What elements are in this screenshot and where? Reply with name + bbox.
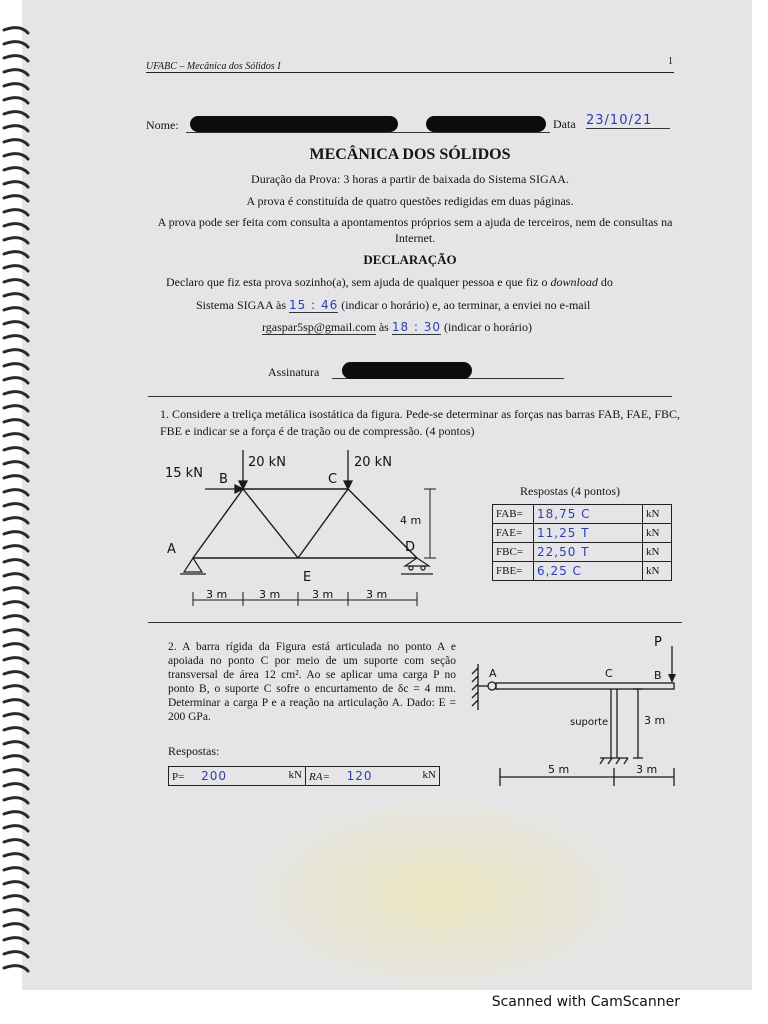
label-load-15kn: 15 kN bbox=[165, 466, 203, 481]
label-support: suporte bbox=[570, 717, 609, 728]
question-2-text: 2. A barra rígida da Figura está articulada no ponto A e apoiada no ponto C por meio de um suporte com seção transversal de área 12 cm². Ao se aplicar uma carga P no ponto B, o suporte C sofre o encurtamento de δc = 4 mm. Determinar a carga P e a reação na articulação A. Dado: E = 200 GPa. bbox=[168, 641, 456, 723]
q1-answer-row bbox=[493, 562, 672, 581]
support-hatch-1 bbox=[600, 758, 604, 764]
signature-label: Assinatura bbox=[268, 365, 320, 379]
q1-answer-table bbox=[492, 504, 672, 581]
q1-answer-label: FBC= bbox=[493, 543, 534, 562]
q1-answer-value: 22,50 T bbox=[534, 543, 643, 562]
label-span-1: 3 m bbox=[206, 588, 228, 601]
exam-title: MECÂNICA DOS SÓLIDOS bbox=[309, 146, 511, 163]
q1-answer-unit: kN bbox=[643, 543, 672, 562]
label-node-d: D bbox=[405, 540, 416, 555]
label-load-c: 20 kN bbox=[354, 455, 392, 470]
support-hatch-2 bbox=[608, 758, 612, 764]
pin-a bbox=[488, 682, 496, 690]
declaration-text-em: download bbox=[550, 275, 598, 289]
wall-hatch-4 bbox=[472, 692, 478, 698]
label-node-e: E bbox=[303, 570, 312, 585]
q1-answer-row bbox=[493, 524, 672, 543]
exam-consult: A prova pode ser feita com consulta a apontamentos próprios sem a ajuda de terceiros, nem de consultas na Internet. bbox=[157, 215, 673, 245]
q1-answer-value: 6,25 C bbox=[534, 562, 643, 581]
support-hatch-3 bbox=[616, 758, 620, 764]
truss-labels bbox=[165, 455, 421, 601]
wall-hatch-5 bbox=[472, 700, 478, 706]
scanner-watermark: Scanned with CamScanner bbox=[491, 994, 680, 1010]
q2-ra-cell bbox=[306, 767, 440, 786]
label-dist-ac: 5 m bbox=[548, 763, 570, 776]
truss-member-ab bbox=[193, 489, 243, 558]
q2-answers-label: Respostas: bbox=[168, 744, 220, 758]
q1-answer-label: FAE= bbox=[493, 524, 534, 543]
declaration-time-hint: (indicar o horário) bbox=[444, 320, 532, 334]
page-number: 1 bbox=[668, 56, 673, 67]
roller-support-d bbox=[405, 558, 429, 566]
label-beam-b: B bbox=[654, 669, 662, 682]
section-rule-2 bbox=[148, 622, 682, 623]
send-time: 18 : 30 bbox=[391, 320, 442, 334]
label-span-4: 3 m bbox=[366, 588, 388, 601]
q1-answer-unit: kN bbox=[643, 505, 672, 524]
declaration-email: rgaspar5sp@gmail.com bbox=[262, 320, 376, 334]
q1-answer-value: 11,25 T bbox=[534, 524, 643, 543]
declaration-sigaa-suffix: (indicar o horário) e, ao terminar, a enviei no e-mail bbox=[341, 298, 591, 312]
download-time: 15 : 46 bbox=[289, 298, 339, 312]
q2-ra-value: 120 bbox=[346, 769, 373, 783]
q1-answer-label: FBE= bbox=[493, 562, 534, 581]
label-node-a: A bbox=[167, 542, 176, 557]
q1-answer-row bbox=[493, 505, 672, 524]
wall-hatch-3 bbox=[472, 684, 478, 690]
q1-answer-unit: kN bbox=[643, 562, 672, 581]
label-span-3: 3 m bbox=[312, 588, 334, 601]
q2-p-unit: kN bbox=[288, 769, 302, 781]
load-arrowhead-c bbox=[344, 481, 352, 489]
date-label: Data bbox=[553, 117, 576, 131]
exam-duration: Duração da Prova: 3 horas a partir de baixada do Sistema SIGAA. bbox=[251, 172, 569, 186]
q2-p-value: 200 bbox=[201, 769, 227, 783]
wall-hatch-1 bbox=[472, 668, 478, 674]
declaration-at: às bbox=[378, 320, 389, 334]
declaration-sigaa-label: Sistema SIGAA às bbox=[196, 298, 286, 312]
declaration-text-b: do bbox=[597, 275, 613, 289]
q2-ra-label: RA= bbox=[309, 771, 330, 783]
q2-ra-unit: kN bbox=[422, 769, 436, 781]
date-value: 23/10/21 bbox=[586, 113, 670, 129]
rigid-bar bbox=[496, 683, 674, 689]
label-height: 4 m bbox=[400, 514, 422, 527]
load-arrowhead-p bbox=[668, 674, 676, 683]
truss-member-ce bbox=[298, 489, 348, 558]
q1-answer-label: FAB= bbox=[493, 505, 534, 524]
label-beam-a: A bbox=[489, 667, 497, 680]
support-hatch-4 bbox=[624, 758, 628, 764]
label-dist-cb: 3 m bbox=[636, 763, 658, 776]
label-load-b: 20 kN bbox=[248, 455, 286, 470]
declaration-heading: DECLARAÇÃO bbox=[363, 252, 457, 267]
beam-labels bbox=[489, 635, 665, 776]
truss-members bbox=[193, 489, 417, 558]
q2-answer-table bbox=[168, 766, 440, 786]
pin-support-a bbox=[184, 558, 202, 572]
label-beam-c: C bbox=[605, 667, 613, 680]
q1-answer-unit: kN bbox=[643, 524, 672, 543]
label-span-2: 3 m bbox=[259, 588, 281, 601]
name-label: Nome: bbox=[146, 118, 179, 132]
wall-hatch-2 bbox=[472, 676, 478, 682]
course-header: UFABC – Mecânica dos Sólidos I bbox=[146, 61, 281, 72]
q1-answer-value: 18,75 C bbox=[534, 505, 643, 524]
label-node-b: B bbox=[219, 472, 228, 487]
q2-p-label: P= bbox=[172, 771, 185, 783]
label-support-height: 3 m bbox=[644, 714, 666, 727]
declaration-text-a: Declaro que fiz esta prova sozinho(a), sem ajuda de qualquer pessoa e que fiz o bbox=[166, 275, 551, 289]
question-1-text: 1. Considere a treliça metálica isostática da figura. Pede-se determinar as forças nas barras FAB, FAE, FBC, FBE e indicar se a força é de tração ou de compressão. (4 pontos) bbox=[160, 407, 680, 438]
q1-answers-title: Respostas (4 pontos) bbox=[520, 484, 620, 498]
label-node-c: C bbox=[328, 472, 338, 487]
truss-member-be bbox=[243, 489, 298, 558]
label-load-p: P bbox=[654, 635, 662, 650]
q1-answer-row bbox=[493, 543, 672, 562]
q2-p-cell bbox=[169, 767, 306, 786]
exam-structure: A prova é constituída de quatro questões redigidas em duas páginas. bbox=[246, 194, 574, 208]
